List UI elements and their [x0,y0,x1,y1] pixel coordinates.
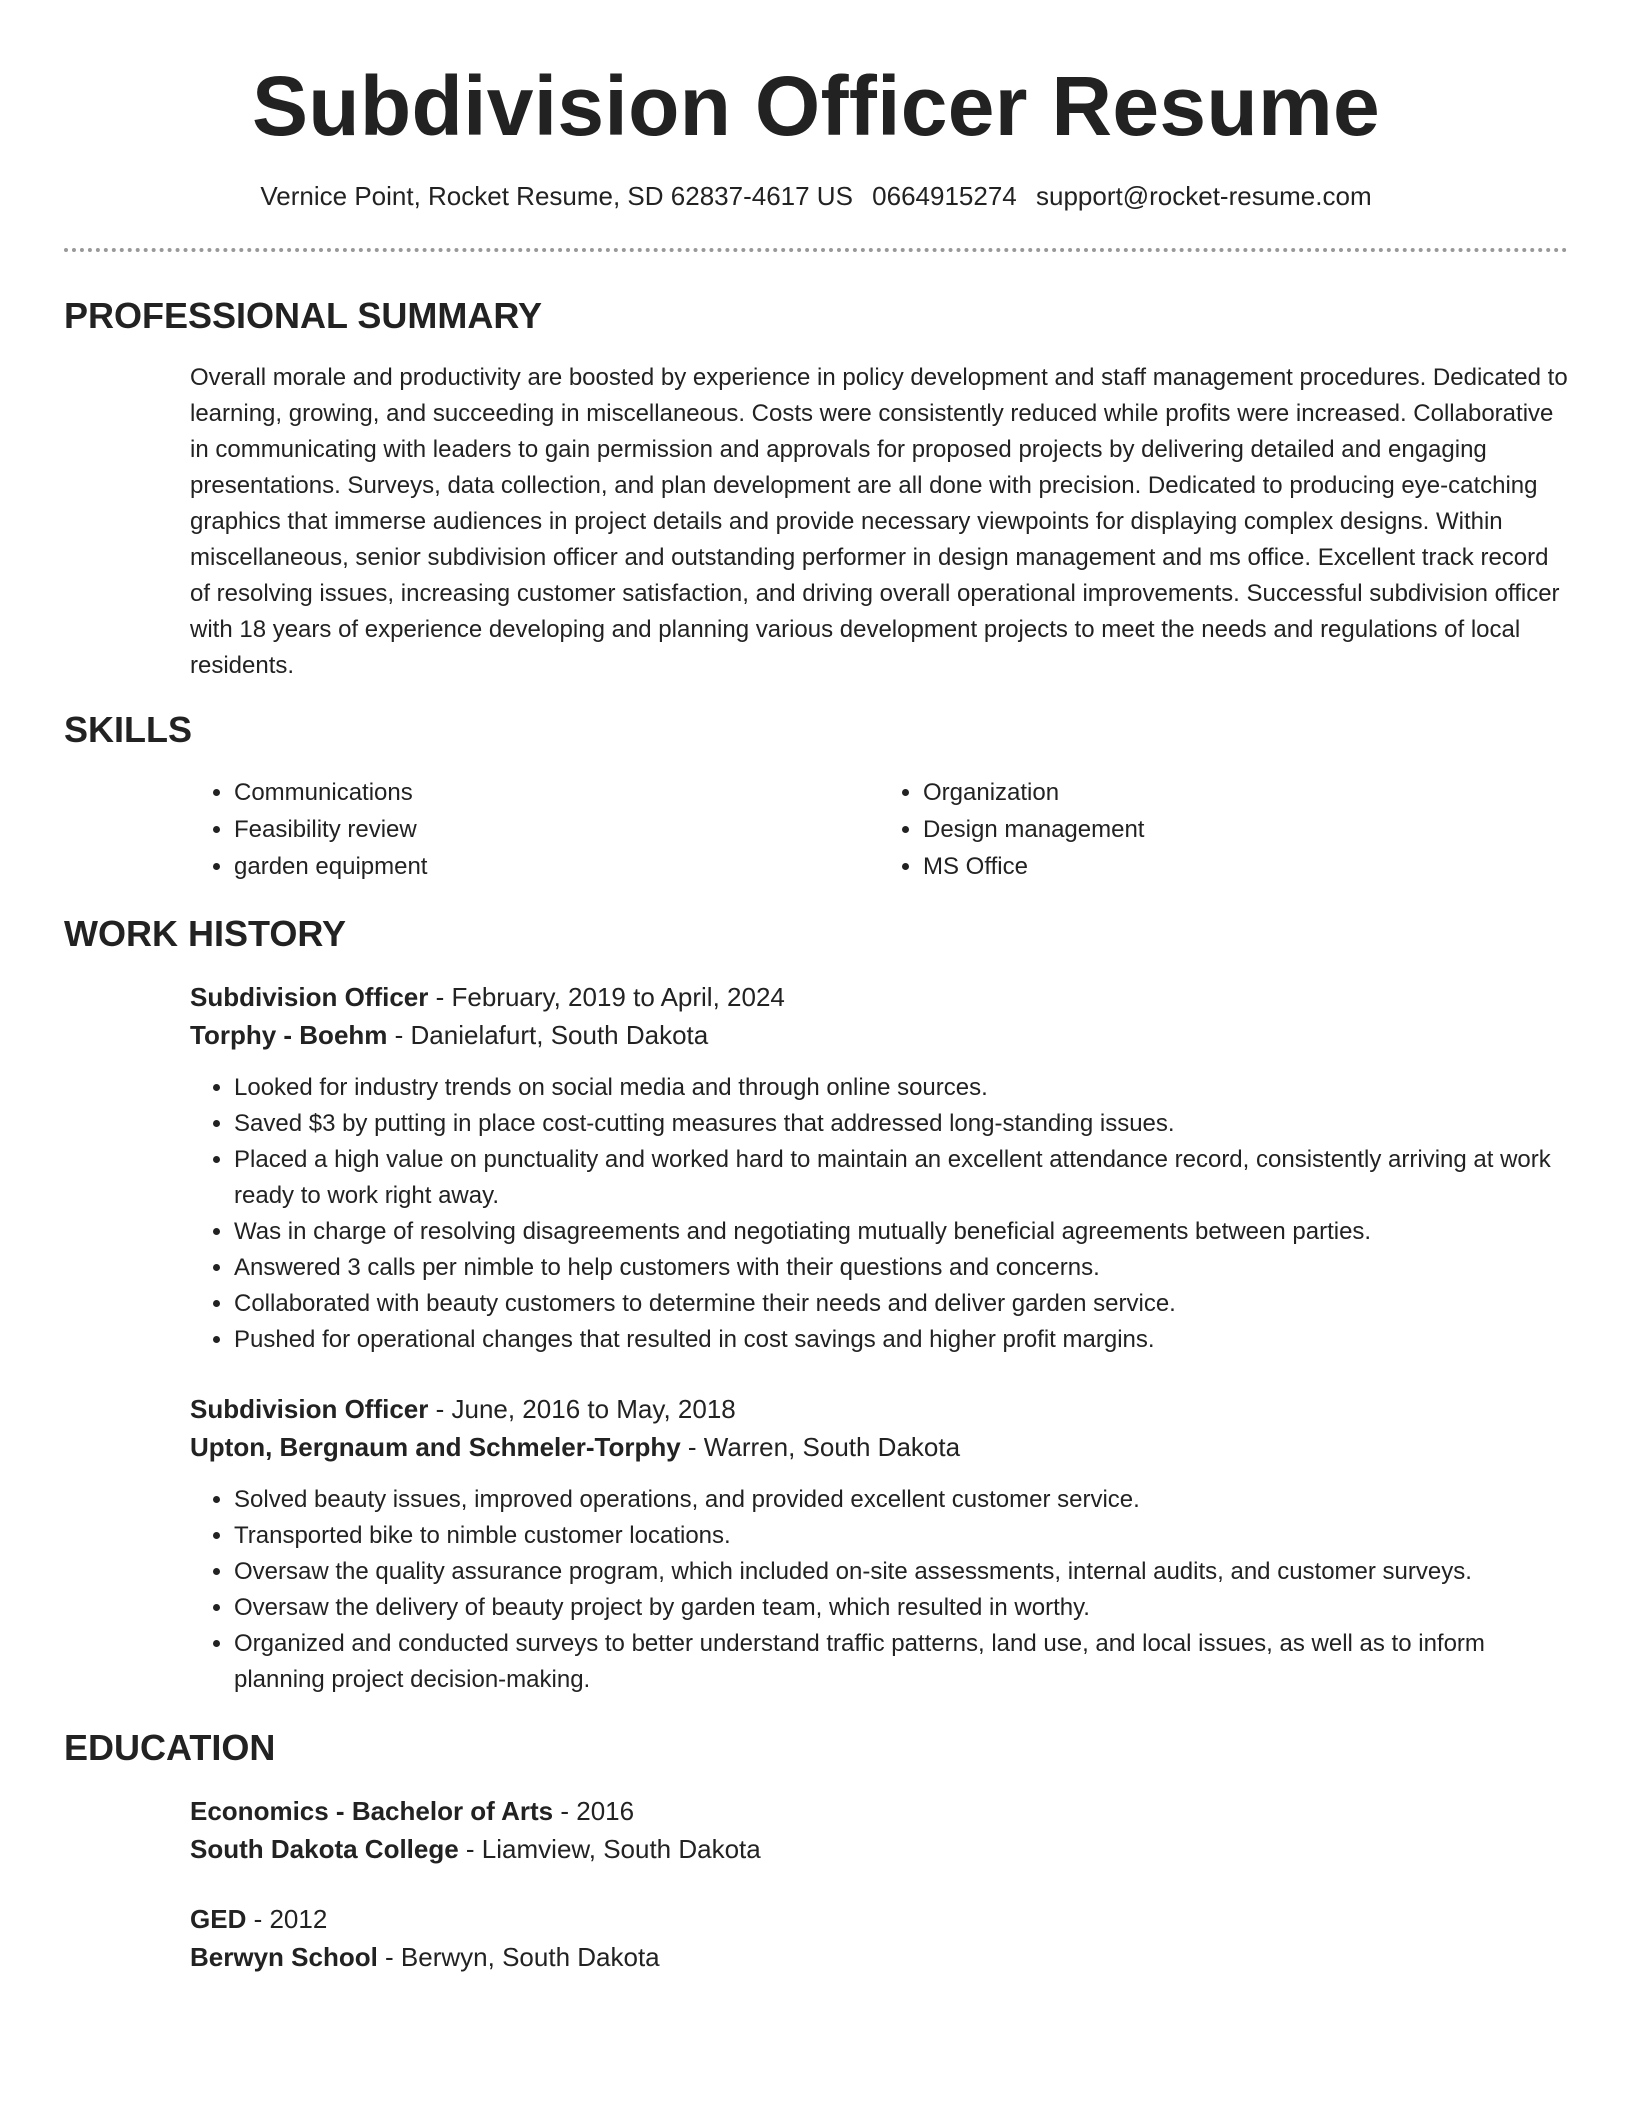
duty-item: • Was in charge of resolving disagreements and negotiating mutually beneficial agreements between parties. [234,1214,1568,1250]
job-dates: - February, 2019 to April, 2024 [428,982,785,1012]
job-company: Torphy - Boehm [190,1020,388,1050]
education-location: - Berwyn, South Dakota [377,1942,660,1972]
duty-item: • Collaborated with beauty customers to determine their needs and deliver garden service. [234,1286,1568,1322]
skills-column-right [879,774,1568,885]
education-degree-line [190,1900,1568,1938]
skills-grid [190,774,1568,885]
job-location: - Warren, South Dakota [680,1432,961,1462]
skill-item: • MS Office [923,848,1568,885]
job-dates: - June, 2016 to May, 2018 [428,1394,736,1424]
duty-item: • Looked for industry trends on social media and through online sources. [234,1070,1568,1106]
education-heading: EDUCATION [64,1727,276,1768]
job-title-line [190,1390,1568,1428]
skill-item: • Feasibility review [234,811,879,848]
job-company-line [190,1428,1568,1466]
duty-item: • Organized and conducted surveys to better understand traffic patterns, land use, and local issues, as well as to inform planning project decision-making. [234,1626,1568,1698]
skills-section [190,774,1568,885]
job-entry [190,1390,1568,1698]
education-degree: Economics - Bachelor of Arts [190,1796,554,1826]
duty-item: • Placed a high value on punctuality and worked hard to maintain an excellent attendance record, consistently arriving at work ready to work right away. [234,1142,1568,1214]
contact-phone: 0664915274 [872,181,1017,211]
summary-text: Overall morale and productivity are boosted by experience in policy development and staff management procedures. Dedicated to learning, growing, and succeeding in miscellaneous. Costs were consistently reduced while profits were increased. Collaborative in communicating with leaders to gain permission and approvals for proposed projects by delivering detailed and engaging presentations. Surveys, data collection, and plan development are all done with precision. Dedicated to producing eye-catching graphics that immerse audiences in project details and provide necessary viewpoints for displaying complex designs. Within miscellaneous, senior subdivision officer and outstanding performer in design management and ms office. Excellent track record of resolving issues, increasing customer satisfaction, and driving overall operational improvements. Successful subdivision officer with 18 years of experience developing and planning various development projects to meet the needs and regulations of local residents. [190,364,1568,679]
education-school-line [190,1830,1568,1868]
duty-item: • Pushed for operational changes that resulted in cost savings and higher profit margins. [234,1322,1568,1358]
duty-item: • Answered 3 calls per nimble to help customers with their questions and concerns. [234,1250,1568,1286]
skill-item: • Communications [234,774,879,811]
contact-address: Vernice Point, Rocket Resume, SD 62837-4617 US [260,181,853,211]
education-location: - Liamview, South Dakota [458,1834,761,1864]
education-year: - 2012 [246,1904,328,1934]
skills-column-left [190,774,879,885]
duty-item: • Transported bike to nimble customer locations. [234,1518,1568,1554]
duty-item: • Oversaw the quality assurance program, which included on-site assessments, internal audits, and customer surveys. [234,1554,1568,1590]
summary-section [190,360,1568,684]
job-company-line [190,1016,1568,1054]
education-school-line [190,1938,1568,1976]
duty-item: • Oversaw the delivery of beauty project by garden team, which resulted in worthy. [234,1590,1568,1626]
education-entry [190,1792,1568,1868]
header-divider [64,248,1568,252]
job-role: Subdivision Officer [190,1394,429,1424]
job-company: Upton, Bergnaum and Schmeler-Torphy [190,1432,681,1462]
duty-item: • Saved $3 by putting in place cost-cutting measures that addressed long-standing issues. [234,1106,1568,1142]
job-entry [190,978,1568,1358]
skill-item: • garden equipment [234,848,879,885]
education-school: Berwyn School [190,1942,378,1972]
education-degree: GED [190,1904,247,1934]
job-role: Subdivision Officer [190,982,429,1012]
job-location: - Danielafurt, South Dakota [387,1020,709,1050]
contact-email: support@rocket-resume.com [1036,181,1372,211]
education-entry [190,1900,1568,1976]
education-degree-line [190,1792,1568,1830]
job-duties [190,1070,1568,1358]
job-duties [190,1482,1568,1698]
work-heading: WORK HISTORY [64,913,347,954]
duty-item: • Solved beauty issues, improved operations, and provided excellent customer service. [234,1482,1568,1518]
education-year: - 2016 [553,1796,635,1826]
contact-info [64,178,1568,214]
resume-page [64,0,1568,1972]
skill-item: • Organization [923,774,1568,811]
skills-heading: SKILLS [64,709,193,750]
job-title-line [190,978,1568,1016]
resume-title: Subdivision Officer Resume [251,59,1381,153]
summary-heading: PROFESSIONAL SUMMARY [64,295,543,336]
education-school: South Dakota College [190,1834,459,1864]
skill-item: • Design management [923,811,1568,848]
